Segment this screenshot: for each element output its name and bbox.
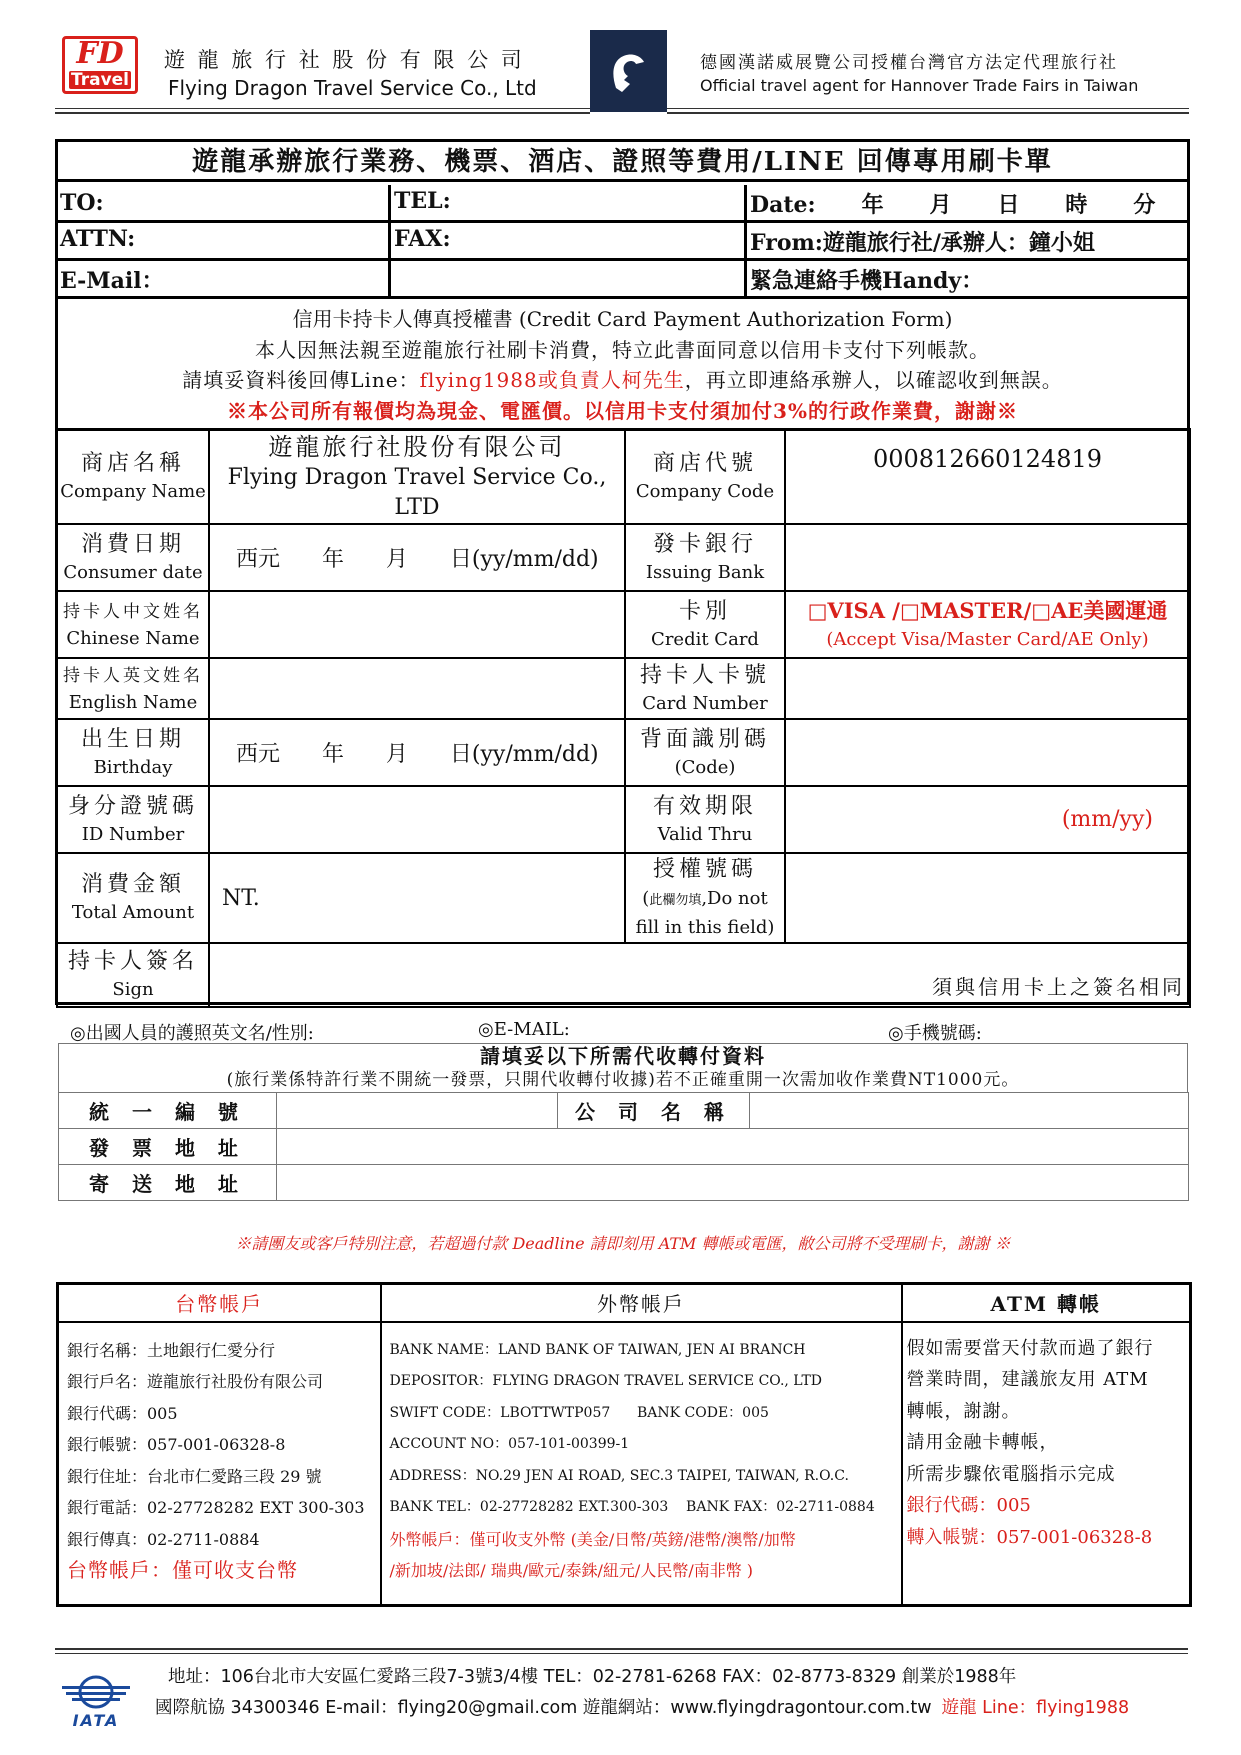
id-label-zh: 身分證號碼 (67, 793, 198, 819)
invoice-company-input[interactable] (750, 1093, 1189, 1129)
header-rule-left-thick (55, 112, 590, 114)
english-name-label-zh: 持卡人英文姓名 (63, 665, 203, 686)
chinese-name-label (57, 591, 209, 658)
header-rule-right-thick (667, 112, 1189, 114)
row-sign (57, 943, 1190, 1007)
company-name-label-zh: 商店名稱 (80, 451, 185, 476)
consumer-date-label (57, 524, 209, 591)
invoice-header (58, 1043, 1188, 1093)
invoice-note: (旅行業係特許行業不開統一發票，只開代收轉付收據)若不正確重開一次需加收作業費NT1000元。 (226, 1070, 1020, 1090)
auth-code-paren: ( (642, 888, 650, 909)
code-label-zh: 背面識別碼 (639, 726, 770, 752)
auth-line-2-prefix: 請填妥資料後回傳Line： (182, 368, 420, 392)
foreign-tel-fax: BANK TEL：02-27728282 EXT.300-303 BANK FAX：02-2711-0884 (389, 1499, 875, 1515)
date-field[interactable]: Date: 年 月 日 時 分 (750, 192, 1156, 218)
header-rule-right (667, 108, 1189, 109)
auth-fee-note: ※本公司所有報價均為現金、電匯價。以信用卡支付須加付3%的行政作業費，謝謝※ (227, 399, 1018, 423)
traveler-email-label: ◎E-MAIL: (478, 1019, 570, 1040)
auth-code-input (785, 853, 1190, 943)
atm-bank-code: 銀行代碼：005 (906, 1495, 1031, 1516)
iata-text: IATA (72, 1711, 120, 1730)
company-code-label-zh: 商店代號 (652, 451, 757, 476)
company-code-label-en: Company Code (635, 481, 775, 502)
sign-label-en: Sign (112, 979, 154, 1000)
amount-input[interactable]: NT. (209, 853, 625, 943)
chinese-name-label-zh: 持卡人中文姓名 (63, 601, 203, 622)
amount-label-en: Total Amount (71, 902, 195, 923)
twd-bank-code: 銀行代碼：005 (67, 1403, 178, 1423)
row-id (57, 786, 1190, 853)
auth-code-label-zh: 授權號碼 (652, 857, 757, 882)
twd-account-note: 台幣帳戶：僅可收支台幣 (67, 1558, 298, 1582)
fax-field[interactable]: FAX: (394, 226, 451, 252)
company-logo (62, 36, 138, 94)
foreign-note-2: /新加坡/法郎/ 瑞典/歐元/泰銖/紐元/人民幣/南非幣 ) (389, 1561, 754, 1580)
issuing-bank-input[interactable] (785, 524, 1190, 591)
invoice-address-input[interactable] (277, 1129, 1189, 1165)
code-input[interactable] (785, 719, 1190, 786)
card-type-checkboxes[interactable] (786, 596, 1189, 626)
invoice-company-label: 公 司 名 稱 (558, 1093, 750, 1129)
consumer-date-input[interactable]: 西元 年 月 日(yy/mm/dd) (209, 524, 625, 591)
header-rule-left (55, 108, 590, 109)
card-number-label (625, 658, 785, 719)
footer-rule-thick (55, 1648, 1188, 1650)
issuing-bank-label-en: Issuing Bank (645, 561, 765, 583)
footer-contact (155, 1694, 1129, 1719)
atm-line-5: 所需步驟依電腦指示完成 (906, 1463, 1116, 1485)
birthday-label-en: Birthday (93, 756, 173, 778)
auth-code-en-note: ,Do not (701, 888, 768, 909)
row-company (57, 430, 1190, 525)
auth-title: 信用卡持卡人傳真授權書 (Credit Card Payment Authorization Form) (292, 307, 953, 331)
hannover-head-icon (590, 30, 667, 112)
footer-contact-info: 國際航協 34300346 E-mail：flying20@gmail.com 遊龍網站：www.flyingdragontour.com.tw (155, 1698, 932, 1718)
auth-line-2 (58, 364, 1187, 393)
invoice-table (58, 1092, 1189, 1201)
card-accept-note: (Accept Visa/Master Card/AE Only) (826, 628, 1149, 650)
from-field: From:遊龍旅行社/承辦人：鐘小姐 (750, 230, 1095, 256)
mailing-address-input[interactable] (277, 1165, 1189, 1201)
twd-bank-fax: 銀行傳真：02-2711-0884 (67, 1529, 260, 1549)
twd-account-number: 銀行帳號：057-001-06328-8 (67, 1435, 286, 1454)
company-name-label-en: Company Name (60, 481, 206, 502)
company-name-label (57, 430, 209, 525)
auth-line-2-suffix: ，再立即連絡承辦人，以確認收到無誤。 (684, 368, 1063, 392)
sign-input[interactable]: 須與信用卡上之簽名相同 (209, 943, 1190, 1007)
tax-id-label: 統 一 編 號 (59, 1093, 277, 1129)
row-consumer-date (57, 524, 1190, 591)
attn-field[interactable]: ATTN: (60, 226, 136, 252)
card-details-table (56, 428, 1191, 1008)
auth-line-1: 本人因無法親至遊龍旅行社刷卡消費，特立此書面同意以信用卡支付下列帳款。 (255, 338, 990, 362)
english-name-input[interactable] (209, 658, 625, 719)
handy-field[interactable]: 緊急連絡手機Handy： (750, 268, 984, 294)
twd-depositor: 銀行戶名：遊龍旅行社股份有限公司 (67, 1372, 324, 1391)
credit-card-label-en: Credit Card (651, 628, 759, 650)
card-number-label-en: Card Number (642, 692, 768, 714)
company-code-value: 000812660124819 (785, 430, 1190, 525)
credit-card-label (625, 591, 785, 658)
company-value-en: Flying Dragon Travel Service Co., LTD (227, 465, 607, 520)
foreign-account-number: ACCOUNT NO：057-101-00399-1 (389, 1436, 630, 1452)
auth-code-note-2: fill in this field) (635, 917, 775, 938)
birthday-label (57, 719, 209, 786)
to-field[interactable]: TO: (60, 190, 104, 216)
twd-bank-phone: 銀行電話：02-27728282 EXT 300-303 (67, 1498, 365, 1517)
english-name-label (57, 658, 209, 719)
company-code-label (625, 430, 785, 525)
valid-thru-label-zh: 有效期限 (652, 793, 757, 819)
auth-code-label (625, 853, 785, 943)
official-agent-zh: 德國漢諾威展覽公司授權台灣官方法定代理旅行社 (700, 53, 1118, 73)
id-label (57, 786, 209, 853)
foreign-address: ADDRESS：NO.29 JEN AI ROAD, SEC.3 TAIPEI, TAIWAN, R.O.C. (389, 1467, 849, 1484)
invoice-row-mailing (59, 1165, 1189, 1201)
iata-logo (60, 1675, 132, 1730)
foreign-bank-name: BANK NAME：LAND BANK OF TAIWAN, JEN AI BRANCH (389, 1341, 806, 1358)
foreign-account-details (381, 1322, 902, 1606)
form-title: 遊龍承辦旅行業務、機票、酒店、證照等費用/LINE 回傳專用刷卡單 (58, 142, 1187, 182)
valid-thru-input[interactable]: (mm/yy) (785, 786, 1190, 853)
foreign-note-1: 外幣帳戶：僅可收支外幣 (美金/日幣/英鎊/港幣/澳幣/加幣 (389, 1529, 796, 1549)
atm-line-3: 轉帳，謝謝。 (906, 1400, 1021, 1422)
traveler-phone-label: ◎手機號碼: (888, 1023, 982, 1044)
globe-icon (60, 1675, 132, 1709)
bank-body-row (58, 1322, 1191, 1606)
company-name-en: Flying Dragon Travel Service Co., Ltd (168, 76, 537, 100)
sign-label-zh: 持卡人簽名 (67, 949, 198, 974)
birthday-input[interactable]: 西元 年 月 日(yy/mm/dd) (209, 719, 625, 786)
id-label-en: ID Number (81, 823, 185, 845)
logo-travel-text: Travel (70, 70, 130, 90)
card-number-input[interactable] (785, 658, 1190, 719)
atm-line-4: 請用金融卡轉帳， (906, 1432, 1059, 1453)
auth-code-zh-note: 此欄勿填 (649, 893, 702, 908)
company-value-zh: 遊龍旅行社股份有限公司 (268, 433, 566, 461)
atm-line-2: 營業時間，建議旅友用 ATM (906, 1369, 1149, 1390)
valid-thru-label (625, 786, 785, 853)
card-types-label: VISA /□MASTER/□AE美國運通 (827, 597, 1168, 623)
chinese-name-input[interactable] (209, 591, 625, 658)
twd-account-title: 台幣帳戶 (58, 1284, 381, 1322)
invoice-address-label: 發 票 地 址 (59, 1129, 277, 1165)
amount-label-zh: 消費金額 (80, 872, 185, 897)
invoice-row-tax (59, 1093, 1189, 1129)
tax-id-input[interactable] (277, 1093, 558, 1129)
hannover-logo (590, 30, 667, 112)
email-row (58, 261, 1187, 299)
logo-fd-text: FD (76, 36, 124, 71)
tel-field[interactable]: TEL: (394, 188, 451, 214)
code-label (625, 719, 785, 786)
bank-table (56, 1282, 1192, 1607)
chinese-name-label-en: Chinese Name (66, 627, 200, 649)
atm-title: ATM 轉帳 (902, 1284, 1191, 1322)
card-type-options (785, 591, 1190, 658)
atm-details (902, 1322, 1191, 1606)
visa-checkbox[interactable]: □ (807, 598, 828, 623)
birthday-label-zh: 出生日期 (80, 726, 185, 752)
row-chinese-name (57, 591, 1190, 658)
credit-card-label-zh: 卡別 (678, 598, 731, 624)
consumer-date-label-en: Consumer date (63, 561, 203, 583)
passport-name-label: ◎出國人員的護照英文名/性別: (70, 1023, 314, 1044)
atm-line-1: 假如需要當天付款而過了銀行 (906, 1337, 1154, 1359)
consumer-date-label-zh: 消費日期 (80, 531, 185, 557)
sign-label (57, 943, 209, 1007)
card-number-label-zh: 持卡人卡號 (639, 662, 770, 688)
company-name-value (209, 430, 625, 525)
bank-header-row (58, 1284, 1191, 1322)
code-label-en: (Code) (674, 756, 736, 778)
row-amount (57, 853, 1190, 943)
twd-bank-address: 銀行住址：台北市仁愛路三段 29 號 (67, 1466, 322, 1486)
email-field[interactable]: E-Mail： (60, 268, 164, 294)
valid-thru-label-en: Valid Thru (657, 823, 753, 845)
issuing-bank-label-zh: 發卡銀行 (652, 531, 757, 557)
invoice-row-address (59, 1129, 1189, 1165)
footer-line-id: 遊龍 Line：flying1988 (941, 1698, 1130, 1718)
foreign-account-title: 外幣帳戶 (381, 1284, 902, 1322)
id-input[interactable] (209, 786, 625, 853)
english-name-label-en: English Name (68, 691, 198, 713)
twd-account-details (58, 1322, 381, 1606)
auth-code-note-1 (626, 885, 784, 915)
auth-line-2-line-id: flying1988或負責人柯先生 (419, 368, 685, 392)
foreign-swift-code: SWIFT CODE：LBOTTWTP057 BANK CODE：005 (389, 1404, 769, 1421)
issuing-bank-label (625, 524, 785, 591)
row-english-name (57, 658, 1190, 719)
twd-bank-name: 銀行名稱：土地銀行仁愛分行 (67, 1340, 276, 1360)
footer-rule-thin (55, 1653, 1188, 1654)
official-agent-en: Official travel agent for Hannover Trade Fairs in Taiwan (700, 76, 1139, 95)
deadline-warning: ※請團友或客戶特別注意，若超過付款 Deadline 請即刻用 ATM 轉帳或電匯，敝公司將不受理刷卡，謝謝 ※ (235, 1234, 1011, 1253)
company-name-zh: 遊 龍 旅 行 社 股 份 有 限 公 司 (164, 48, 525, 72)
invoice-title: 請填妥以下所需代收轉付資料 (480, 1044, 766, 1068)
foreign-depositor: DEPOSITOR：FLYING DRAGON TRAVEL SERVICE CO., LTD (389, 1373, 823, 1389)
footer-address: 地址：106台北市大安區仁愛路三段7-3號3/4樓 TEL：02-2781-6268 FAX：02-8773-8329 創業於1988年 (168, 1667, 1017, 1687)
mailing-address-label: 寄 送 地 址 (59, 1165, 277, 1201)
atm-account: 轉入帳號：057-001-06328-8 (906, 1526, 1153, 1548)
amount-label (57, 853, 209, 943)
row-birthday (57, 719, 1190, 786)
